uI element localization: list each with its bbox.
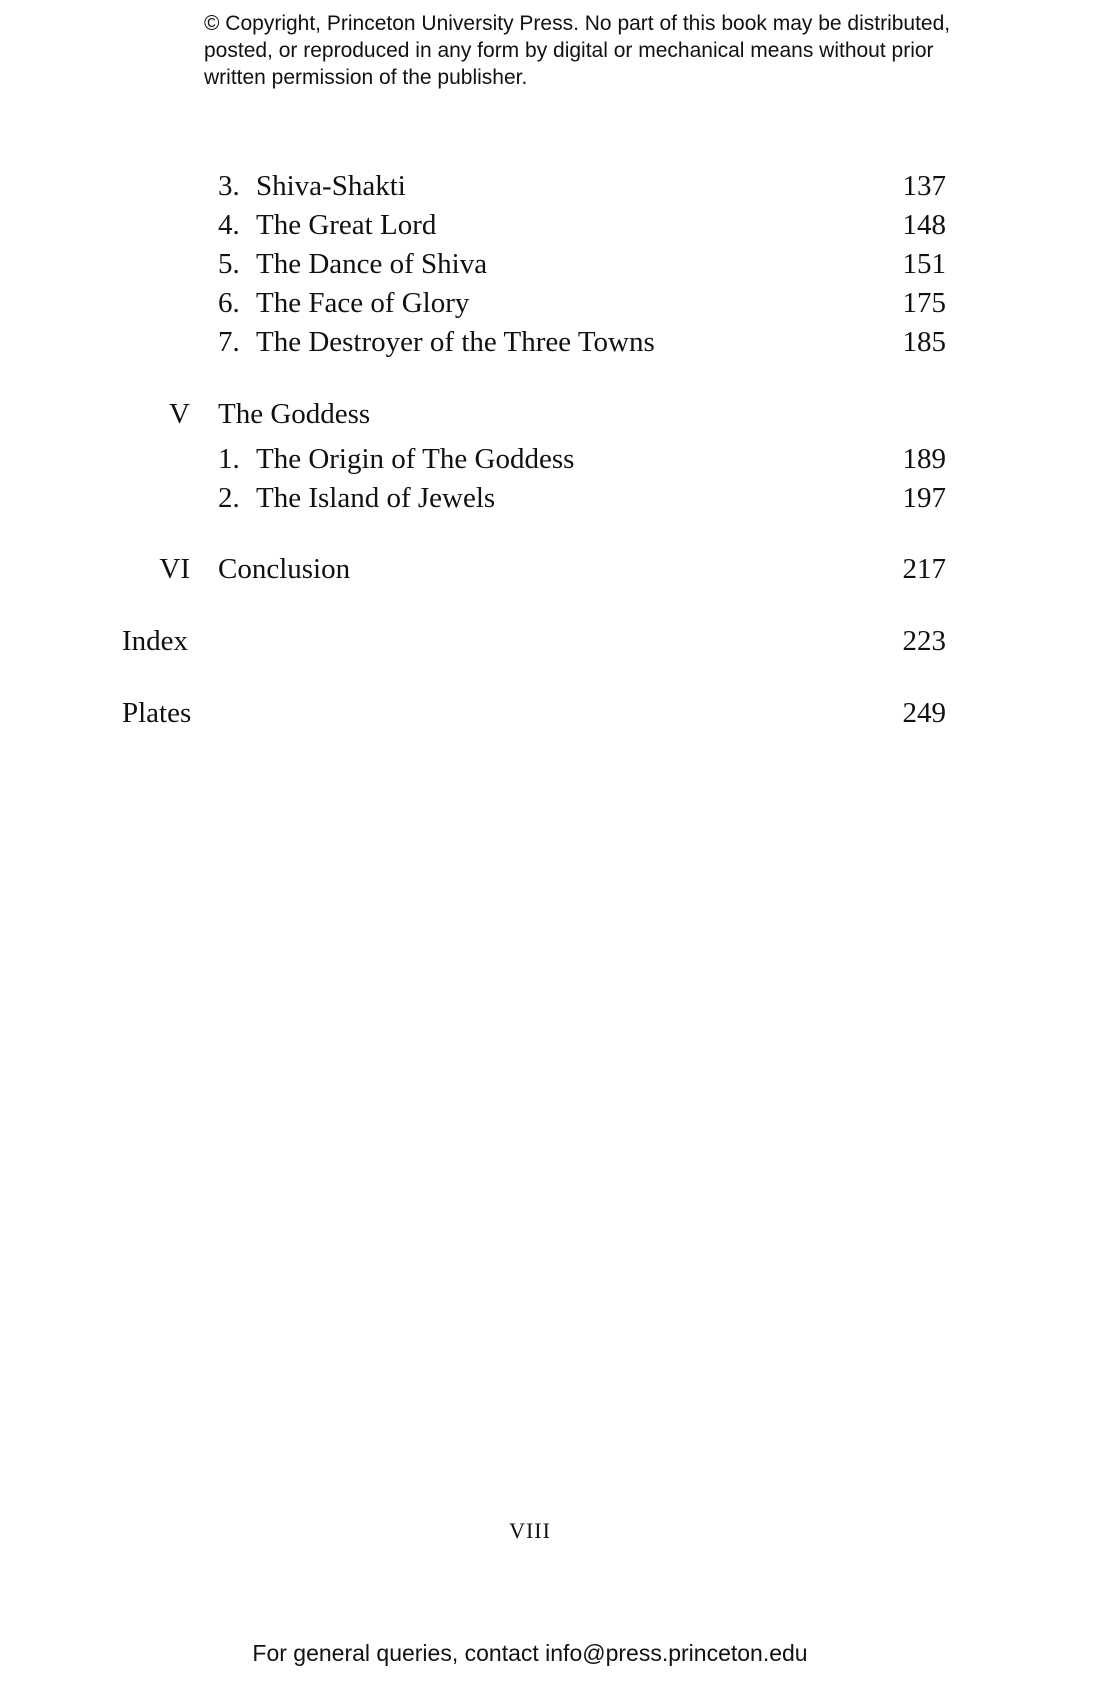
section-title: The Goddess	[218, 398, 371, 430]
entry-number: 1.	[218, 443, 240, 475]
entry-number: 4.	[218, 209, 240, 241]
entry-page: 175	[902, 287, 946, 319]
copyright-notice: © Copyright, Princeton University Press. No part of this book may be distributed, posted, or reproduced in any form by digital or mechanical means without prior written permission of the publisher.	[204, 12, 951, 89]
page-folio: VIII	[509, 1518, 551, 1543]
entry-page: 197	[902, 482, 946, 514]
entry-number: 6.	[218, 287, 240, 319]
plates-page: 249	[902, 697, 946, 729]
entry-page: 137	[902, 170, 946, 202]
entry-title: The Origin of The Goddess	[256, 443, 575, 475]
entry-number: 2.	[218, 482, 240, 514]
entry-title: The Dance of Shiva	[256, 248, 488, 280]
entry-number: 7.	[218, 326, 240, 358]
entry-title: The Face of Glory	[256, 287, 470, 319]
index-title: Index	[122, 625, 189, 657]
section-roman-numeral: VI	[159, 553, 190, 585]
entry-page: 151	[902, 248, 946, 280]
plates-title: Plates	[122, 697, 192, 729]
entry-title: The Island of Jewels	[256, 482, 496, 514]
index-page: 223	[902, 625, 946, 657]
entry-page: 185	[902, 326, 946, 358]
entry-page: 148	[902, 209, 946, 241]
entry-number: 5.	[218, 248, 240, 280]
entry-number: 3.	[218, 170, 240, 202]
section-roman-numeral: V	[169, 398, 190, 430]
entry-title: The Destroyer of the Three Towns	[256, 326, 655, 358]
entry-title: The Great Lord	[256, 209, 437, 241]
footer-contact: For general queries, contact info@press.princeton.edu	[252, 1640, 808, 1666]
entry-page: 189	[902, 443, 946, 475]
entry-title: Shiva-Shakti	[256, 170, 406, 202]
section-page: 217	[902, 553, 946, 585]
section-title: Conclusion	[218, 553, 351, 585]
